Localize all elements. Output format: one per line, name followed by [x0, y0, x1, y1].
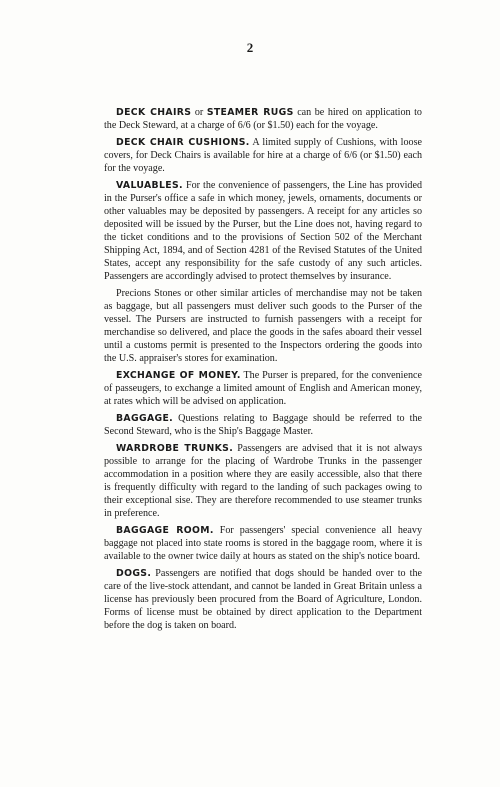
- paragraph-text: The Purser is prepared, for the convenience of passeugers, to exchange a limited amount of English and American money, at rates which will be advised on application.: [104, 369, 422, 407]
- heading-exchange-of-money: EXCHANGE OF MONEY.: [116, 369, 241, 381]
- heading-baggage: BAGGAGE.: [116, 412, 174, 424]
- paragraph-exchange-of-money: [104, 370, 422, 409]
- page-number: 2: [246, 40, 254, 55]
- paragraph-text: For the convenience of passengers, the Line has provided in the Purser's office a safe in which money, jewels, ornaments, documents or other valuables may be deposited by passengers. A receipt for any articles so deposited will be issued by the Purser, but the Line does not, having regard to the ticket conditions and to the provisions of Section 502 of the Merchant Shipping Act, 1894, and of Section 4281 of the Revised Statutes of the United States, accept any responsibility for the safe custody of any such articles. Passengers are accordingly advised to protect themselves by insurance.: [104, 180, 422, 282]
- heading-baggage-room: BAGGAGE ROOM.: [116, 524, 214, 536]
- heading-deck-chairs: DECK CHAIRS: [116, 107, 192, 118]
- heading-dogs: DOGS.: [116, 567, 152, 579]
- heading-steamer-rugs: STEAMER RUGS: [206, 107, 294, 118]
- paragraph-text: For passengers' special convenience all heavy baggage not placed into state rooms is stored in the baggage room, where it is available to the owner twice daily at hours as stated on the ship's notice board.: [104, 524, 422, 562]
- paragraph-valuables: [104, 180, 422, 284]
- paragraph-deck-chair-cushions: [104, 137, 422, 176]
- heading-wardrobe-trunks: WARDROBE TRUNKS.: [116, 443, 234, 454]
- paragraph-baggage: [104, 413, 422, 439]
- paragraph-text: Passengers are advised that it is not always possible to arrange for the placing of Wardrobe Trunks in the passenger accommodation in a position where they are easily accessible, also that there is frequently difficulty with regard to the landing of such packages owing to their exceptional sise. They are therefore recommended to use steamer trunks in preference.: [104, 443, 422, 519]
- paragraph-text: Passengers are notified that dogs should be handed over to the care of the live-stock attendant, and cannot be landed in Great Britain unless a license has previously been procured from the Board of Agriculture, London. Forms of license must be obtained by direct application to the Department before the dog is taken on board.: [104, 567, 422, 631]
- paragraph-dogs: [104, 568, 422, 633]
- heading-deck-chair-cushions: DECK CHAIR CUSHIONS.: [116, 137, 250, 149]
- page-body: [104, 107, 422, 637]
- paragraph-baggage-room: [104, 525, 422, 564]
- heading-valuables: VALUABLES.: [116, 180, 183, 192]
- paragraph-text: can be hired on application to the Deck Steward, at a charge of 6/6 (or $1.50) each for the voyage.: [104, 107, 422, 131]
- heading-connector: or: [191, 107, 207, 118]
- paragraph-text: Precions Stones or other similar articles of merchandise may not be taken as baggage, but all passengers must deliver such goods to the Purser of the vessel. The Pursers are instructed to furnish passengers with a receipt for merchandise so delivered, and place the goods in the safes aboard their vessel until a customs permit is presented to the Inspectors ordering the goods into the U.S. appraiser's stores for examination.: [104, 287, 422, 364]
- paragraph-text: A limited supply of Cushions, with loose covers, for Deck Chairs is available for hire at a charge of 6/6 (or $1.50) each for the voyage.: [104, 137, 422, 174]
- paragraph-deck-chairs: [104, 107, 422, 133]
- paragraph-wardrobe-trunks: [104, 443, 422, 521]
- paragraph-text: Questions relating to Baggage should be referred to the Second Steward, who is the Ship's Baggage Master.: [104, 412, 422, 437]
- paragraph-precious-stones: [104, 288, 422, 366]
